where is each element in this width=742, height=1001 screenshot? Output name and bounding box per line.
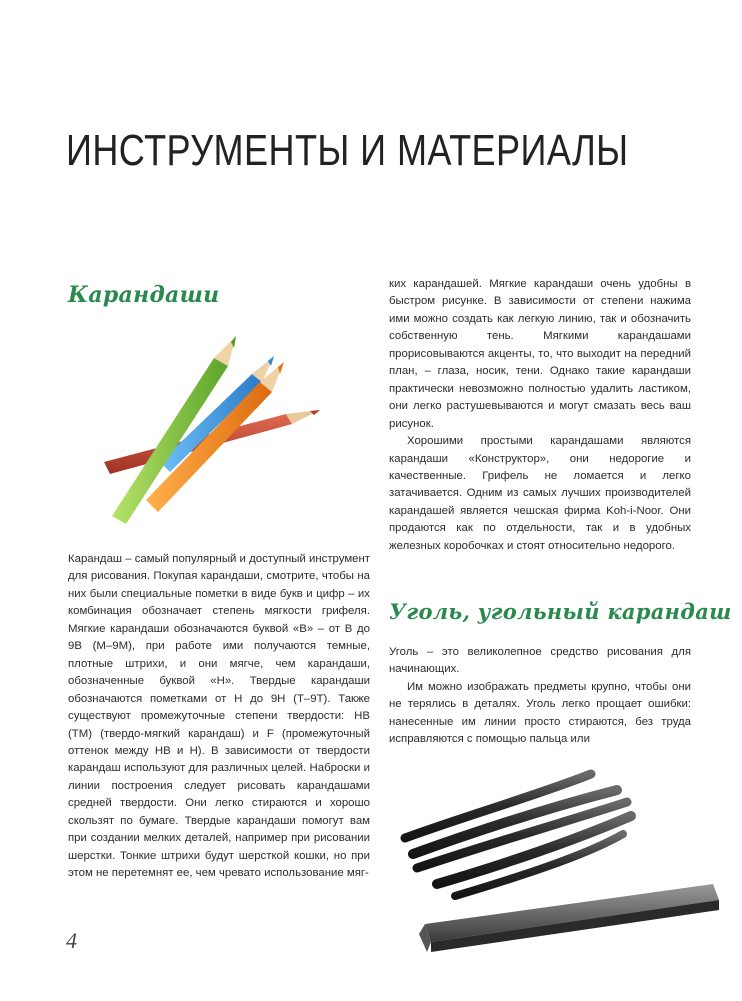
charcoal-sticks-illustration [395,756,725,956]
paragraph: Карандаш – самый популярный и доступный инструмент для рисования. Покупая карандаши, смотрите, чтобы на них были специальные пометки в виде букв и цифр – их комбинация обозначает степень мягкости грифеля. Мягкие карандаши обозначаются буквой «B» – от B до 9B (M–9M), при работе ими получаются темные, плотные штрихи, и они мягче, чем карандаши, обозначенные буквой «H». Твердые карандаши обозначаются пометками от H до 9H (T–9T). Также существуют промежуточные степени твердости: HB (TM) (твердо-мягкий карандаш) и F (промежуточный оттенок между HB и H). В зависимости от твердости карандаш используют для различных целей. Наброски и линии построения следует рисовать карандашами средней твердости. Они легко стираются и хорошо скользят по бумаге. Твердые карандаши помогут вам при создании мелких деталей, например при рисовании шерстки. Тонкие штрихи будут шерсткой кошки, но при этом не перетемнят ее, чем чревато использование мяг- [68,553,370,880]
paragraph: Уголь – это великолепное средство рисования для начинающих. [389,646,691,676]
paragraph: Им можно изображать предметы крупно, чтобы они не терялись в деталях. Уголь легко прощает ошибки: нанесенные им линии просто стираются, без труда исправляются с помощью пальца или [389,680,691,746]
paragraph: Хорошими простыми карандашами являются карандаши «Конструктор», они недорогие и качественные. Грифель не ломается и легко затачивается. Одним из самых лучших производителей карандашей является чешская фирма Koh-i-Noor. Они продаются как по отдельности, так и в удобных железных коробочках и стоят относительно недорого. [389,435,691,552]
pencils-text-column [68,551,370,883]
section-heading-pencils: Карандаши [68,282,220,308]
charcoal-sticks [405,774,631,896]
pencils-text-continued [389,276,691,555]
section-heading-charcoal: Уголь, угольный карандаш [389,599,732,624]
colored-pencils-illustration [96,334,328,530]
charcoal-text-column [389,644,691,749]
page-title: ИНСТРУМЕНТЫ И МАТЕРИАЛЫ [66,126,629,175]
page-number: 4 [66,928,77,953]
paragraph: ких карандашей. Мягкие карандаши очень удобны в быстром рисунке. В зависимости от степени нажима ими можно создать как легкую линию, так и обозначить собственную тень. Мягкими карандашами прорисовываются акценты, то, что выходит на передний план, – глаза, носик, тени. Однако такие карандаши практически невозможно полностью удалить ластиком, они легко растушевываются и могут смазать весь ваш рисунок. [389,278,691,430]
